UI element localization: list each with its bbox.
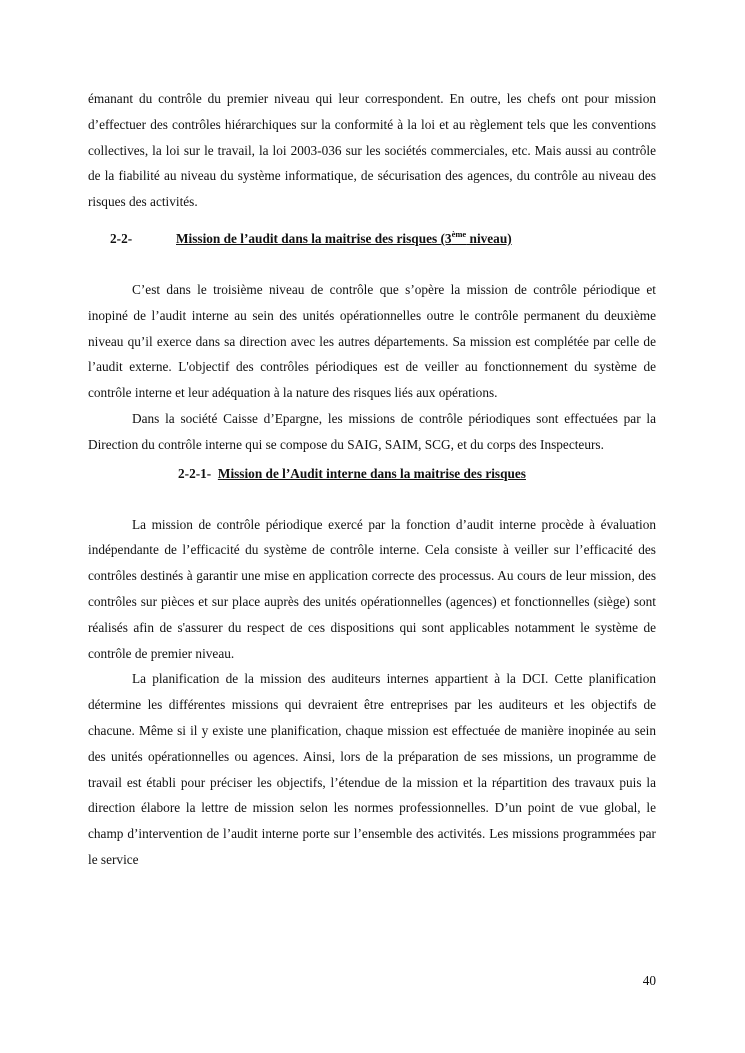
section-title-superscript: ème <box>451 228 467 239</box>
paragraph-third-level: C’est dans le troisième niveau de contrôle que s’opère la mission de contrôle périodique et inopiné de l’audit interne au sein des unités opérationnelles outre le contrôle permanent du deuxième niveau qu’il exerce dans sa direction avec les autres départements. Sa mission est complétée par celle de l’audit externe. L'objectif des contrôles périodiques est de veiller au fonctionnement du système de contrôle interne et leur adéquation à la nature des risques liés aux opérations. <box>88 281 656 401</box>
section-title-text: Mission de l’audit dans la maitrise des risques (3 <box>176 230 452 246</box>
document-page <box>88 86 656 873</box>
paragraph-planning: La planification de la mission des auditeurs internes appartient à la DCI. Cette planification détermine les différentes missions qui devraient être entreprises par les auditeurs et les objectifs de chacune. Même si il y existe une planification, chaque mission est effectuée de manière inopinée au sein des unités opérationnelles ou agences. Ainsi, lors de la préparation de ses missions, un programme de travail est établi pour préciser les objectifs, l’étendue de la mission et la répartition des travaux puis la direction élabore la lettre de mission selon les normes professionnelles. D’un point de vue global, le champ d’intervention de l’audit interne porte sur l’ensemble des activités. Les missions programmées par le service <box>88 671 656 867</box>
section-title-text-end: niveau) <box>466 230 512 246</box>
subsection-title: Mission de l’Audit interne dans la maitrise des risques <box>217 465 526 481</box>
section-title <box>176 229 512 249</box>
paragraph-periodic-control: La mission de contrôle périodique exercé par la fonction d’audit interne procède à évaluation indépendante de l’efficacité du système de contrôle interne. Cela consiste à veiller sur l’efficacité des contrôles destinés à garantir une mise en application correcte des processus. Au cours de leur mission, des contrôles sur pièces et sur place auprès des unités opérationnelles (agences) et fonctionnelles (siège) sont réalisés afin de s'assurer du respect de ces dispositions qui sont applicables notamment le système de contrôle de premier niveau. <box>88 516 656 661</box>
paragraph-intro: émanant du contrôle du premier niveau qui leur correspondent. En outre, les chefs ont pour mission d’effectuer des contrôles hiérarchiques sur la conformité à la loi et au règlement tels que les conventions collectives, la loi sur le travail, la loi 2003-036 sur les sociétés commerciales, etc. Mais aussi au contrôle de la fiabilité au niveau du système informatique, de sécurisation des agences, du contrôle au niveau des risques des activités. <box>88 91 656 210</box>
section-heading-2-2-1 <box>178 464 656 484</box>
section-number: 2-2- <box>110 230 133 246</box>
subsection-number: 2-2-1- <box>178 465 212 481</box>
section-heading-2-2 <box>88 229 656 249</box>
page-number: 40 <box>642 973 656 988</box>
paragraph-caisse-epargne: Dans la société Caisse d’Epargne, les missions de contrôle périodiques sont effectuées par la Direction du contrôle interne qui se compose du SAIG, SAIM, SCG, et du corps des Inspecteurs. <box>88 410 656 452</box>
